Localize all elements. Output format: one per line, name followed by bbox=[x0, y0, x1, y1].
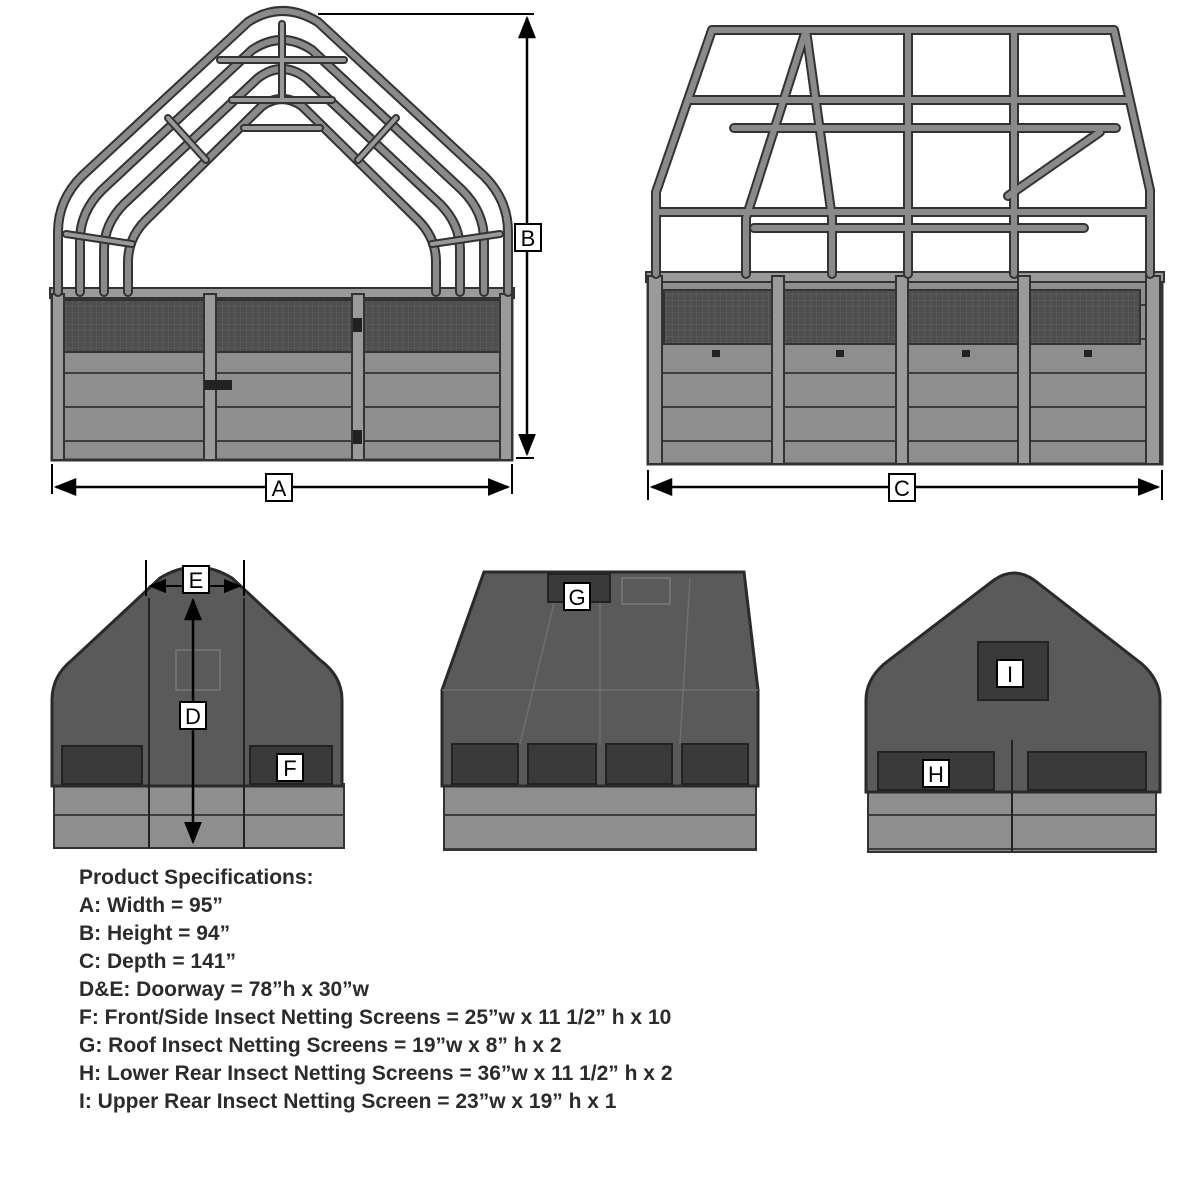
door-handle bbox=[204, 380, 232, 390]
dimension-a bbox=[52, 464, 512, 501]
spec-height: B: Height = 94” bbox=[79, 922, 231, 945]
spec-front-side-screens: F: Front/Side Insect Netting Screens = 25”w x 11 1/2” h x 10 bbox=[79, 1006, 672, 1029]
netted-front-view bbox=[52, 560, 344, 848]
front-view-greenhouse bbox=[50, 11, 514, 460]
label-d: D bbox=[185, 704, 201, 729]
label-f: F bbox=[283, 756, 297, 781]
label-b: B bbox=[520, 226, 536, 251]
front-upper-screen bbox=[62, 300, 502, 352]
label-g: G bbox=[568, 585, 586, 610]
spec-roof-screens: G: Roof Insect Netting Screens = 19”w x 8” h x 2 bbox=[79, 1034, 562, 1057]
label-e: E bbox=[188, 568, 204, 593]
label-h: H bbox=[928, 762, 944, 787]
netted-rear-view bbox=[866, 573, 1160, 852]
netted-side-view bbox=[442, 572, 758, 850]
label-i: I bbox=[1006, 662, 1014, 687]
label-c: C bbox=[894, 476, 910, 501]
spec-upper-rear-screen: I: Upper Rear Insect Netting Screen = 23”w x 19” h x 1 bbox=[79, 1090, 617, 1113]
product-specifications bbox=[79, 864, 979, 1116]
spec-doorway: D&E: Doorway = 78”h x 30”w bbox=[79, 978, 370, 1001]
spec-width: A: Width = 95” bbox=[79, 894, 223, 917]
spec-depth: C: Depth = 141” bbox=[79, 950, 236, 973]
specs-title: Product Specifications: bbox=[79, 866, 314, 889]
side-view-greenhouse bbox=[646, 30, 1164, 464]
spec-lower-rear-screens: H: Lower Rear Insect Netting Screens = 36”w x 11 1/2” h x 2 bbox=[79, 1062, 673, 1085]
dimension-c bbox=[648, 470, 1162, 501]
label-a: A bbox=[271, 476, 287, 501]
hinge-top bbox=[353, 318, 362, 332]
hinge-bottom bbox=[353, 430, 362, 444]
